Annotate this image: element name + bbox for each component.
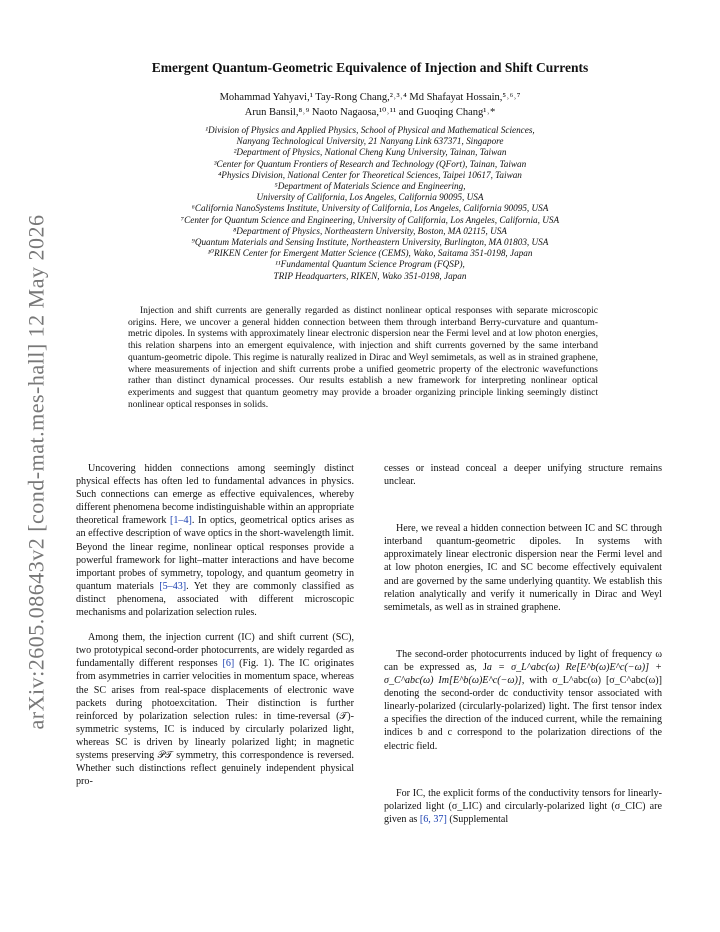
affiliation-line: ³Center for Quantum Frontiers of Research and Technology (QFort), Tainan, Taiwan — [213, 158, 527, 169]
intro-paragraph-2: Among them, the injection current (IC) and shift current (SC), two prototypical second-order photocurrents, are widely regarded as fundamentally different responses [6] (Fig. 1). The IC originates from asymmetries in carrier velocities in momentum space, whereas the SC arises from real-space displacements of electronic wave packets during photoexcitation. Their distinction is further reinforced by polarization selection rules: in time-reversal (𝒯)-symmetric systems, IC is induced by circularly polarized light, whereas SC is driven by linearly polarized light; in magnetic systems preserving 𝒫𝒯 symmetry, this correspondence is reversed. Whether such distinctions reflect genuinely independent physical pro- — [76, 632, 354, 788]
intro-paragraph-1: Uncovering hidden connections among seemingly distinct physical effects has often led to fundamental advances in physics. Such connections can emerge as effective equivalences, whereby different phenomena become indistinguishable within an appropriate theoretical framework [1–4]. In optics, geometrical optics arises as an effective description of wave optics in the short-wavelength limit. Beyond the linear regime, nonlinear optical responses provide a powerful framework for light–matter interactions and have become important probes of symmetry, topology, and quantum geometry in quantum materials [5–43]. Yet they are commonly classified as distinct phenomena, associated with different microscopic mechanisms and polarization selection rules. — [76, 463, 354, 619]
affiliation-line: ¹¹Fundamental Quantum Science Program (FQSP), — [275, 259, 465, 270]
affiliation-line: ⁸Department of Physics, Northeastern University, Boston, MA 02115, USA — [233, 225, 507, 236]
main-paragraph-2: The second-order photocurrents induced by light of frequency ω can be expressed as, Ja = σ_L^abc(ω) Re[E^b(ω)E^c(−ω)] + σ_C^abc(ω) Im[E^b(ω)E^c(−ω)], with σ_L^abc(ω) [σ_C^abc(ω)] denoting the second-order dc conductivity tensor associated with linearly-polarized (circularly-polarized) light. The first tensor index a specifies the direction of the induced current, while the remaining indices b and c correspond to the polarization directions of the electric field. — [384, 648, 663, 752]
main-paragraph-3: For IC, the explicit forms of the conductivity tensors for linearly-polarized light (σ_LIC) and circularly-polarized light (σ_CIC) are given as [6, 37] (Supplemental — [384, 787, 662, 825]
citation-link[interactable]: [6, 37] — [419, 813, 447, 825]
citation-link[interactable]: [6] — [222, 658, 235, 670]
affiliation-line: ⁶California NanoSystems Institute, University of California, Los Angeles, California 90095, USA — [191, 203, 549, 214]
main-paragraph-1: Here, we reveal a hidden connection between IC and SC through interband quantum-geometric dipoles. In systems with approximately linear electronic dispersion near the Fermi level and at low photon energies, IC and SC become effectively equivalent and are governed by the same underlying quantity. We establish this relation analytically and verify it numerically in Dirac and Weyl semimetals, as well as in strained graphene. — [384, 523, 662, 613]
affiliation-line: University of California, Los Angeles, California 90095, USA — [256, 192, 484, 203]
affiliation-line: ⁹Quantum Materials and Sensing Institute, Northeastern University, Burlington, MA 01803, USA — [191, 237, 549, 248]
affiliation-line: Nanyang Technological University, 21 Nanyang Link 637371, Singapore — [236, 136, 504, 147]
affiliation-line: ⁵Department of Materials Science and Engineering, — [274, 181, 466, 192]
citation-link[interactable]: [5–43] — [159, 580, 187, 592]
citation-link[interactable]: [1–4] — [170, 515, 192, 527]
abstract — [128, 306, 598, 411]
photocurrent-equation: a = σ_L^abc(ω) Re[E^b(ω)E^c(−ω)] + σ_C^abc(ω) Im[E^b(ω)E^c(−ω)] — [384, 661, 662, 687]
affiliation-line: ⁷Center for Quantum Science and Engineering, University of California, Los Angeles, California, USA — [180, 214, 560, 225]
arxiv-id-text: arXiv:2605.08643v2 [cond-mat.mes-hall] 12 May 2026 — [23, 214, 49, 730]
arxiv-identifier — [16, 214, 56, 730]
author-list — [60, 90, 680, 120]
affiliation-line: ¹⁰RIKEN Center for Emergent Matter Science (CEMS), Wako, Saitama 351-0198, Japan — [207, 248, 533, 259]
left-column — [76, 462, 354, 800]
affiliation-line: TRIP Headquarters, RIKEN, Wako 351-0198, Japan — [273, 270, 467, 281]
affiliation-line: ¹Division of Physics and Applied Physics, School of Physical and Mathematical Sciences, — [205, 125, 535, 135]
author-line-2: Arun Bansil,⁸˒⁹ Naoto Nagaosa,¹⁰˒¹¹ and Guoqing Chang¹˒* — [244, 107, 496, 118]
affiliation-line: ⁴Physics Division, National Center for Theoretical Sciences, Taipei 10617, Taiwan — [218, 169, 522, 180]
affiliation-line: ²Department of Physics, National Cheng Kung University, Tainan, Taiwan — [233, 147, 507, 158]
abstract-text: Injection and shift currents are generally regarded as distinct nonlinear optical responses with separate microscopic origins. Here, we uncover a general hidden connection between them through interband Berry-curvature and quantum-metric dipoles. In systems with approximately linear electronic dispersion near the Fermi level and at low photon energies, this relation sharpens into an emergent equivalence, with injection and shift currents governed by the same interband quantum-geometric dipole. This regime is naturally realized in Dirac and Weyl semimetals, as well as in strained graphene, where measurements of injection and shift currents probe a unified geometric property of the electronic wavefunctions rather than distinct dynamical processes. Our results establish a new framework for interpreting nonlinear optical experiments and suggest that quantum geometry may provide a broader organizing principle linking seemingly distinct nonlinear optical responses in solids. — [128, 306, 598, 410]
affiliations — [60, 125, 680, 282]
continued-paragraph: cesses or instead conceal a deeper unifying structure remains unclear. — [384, 463, 662, 488]
author-line-1: Mohammad Yahyavi,¹ Tay-Rong Chang,²˒³˒⁴ Md Shafayat Hossain,⁵˒⁶˒⁷ — [219, 92, 521, 103]
right-column — [384, 462, 662, 838]
paper-title: Emergent Quantum-Geometric Equivalence of Injection and Shift Currents — [151, 60, 589, 75]
